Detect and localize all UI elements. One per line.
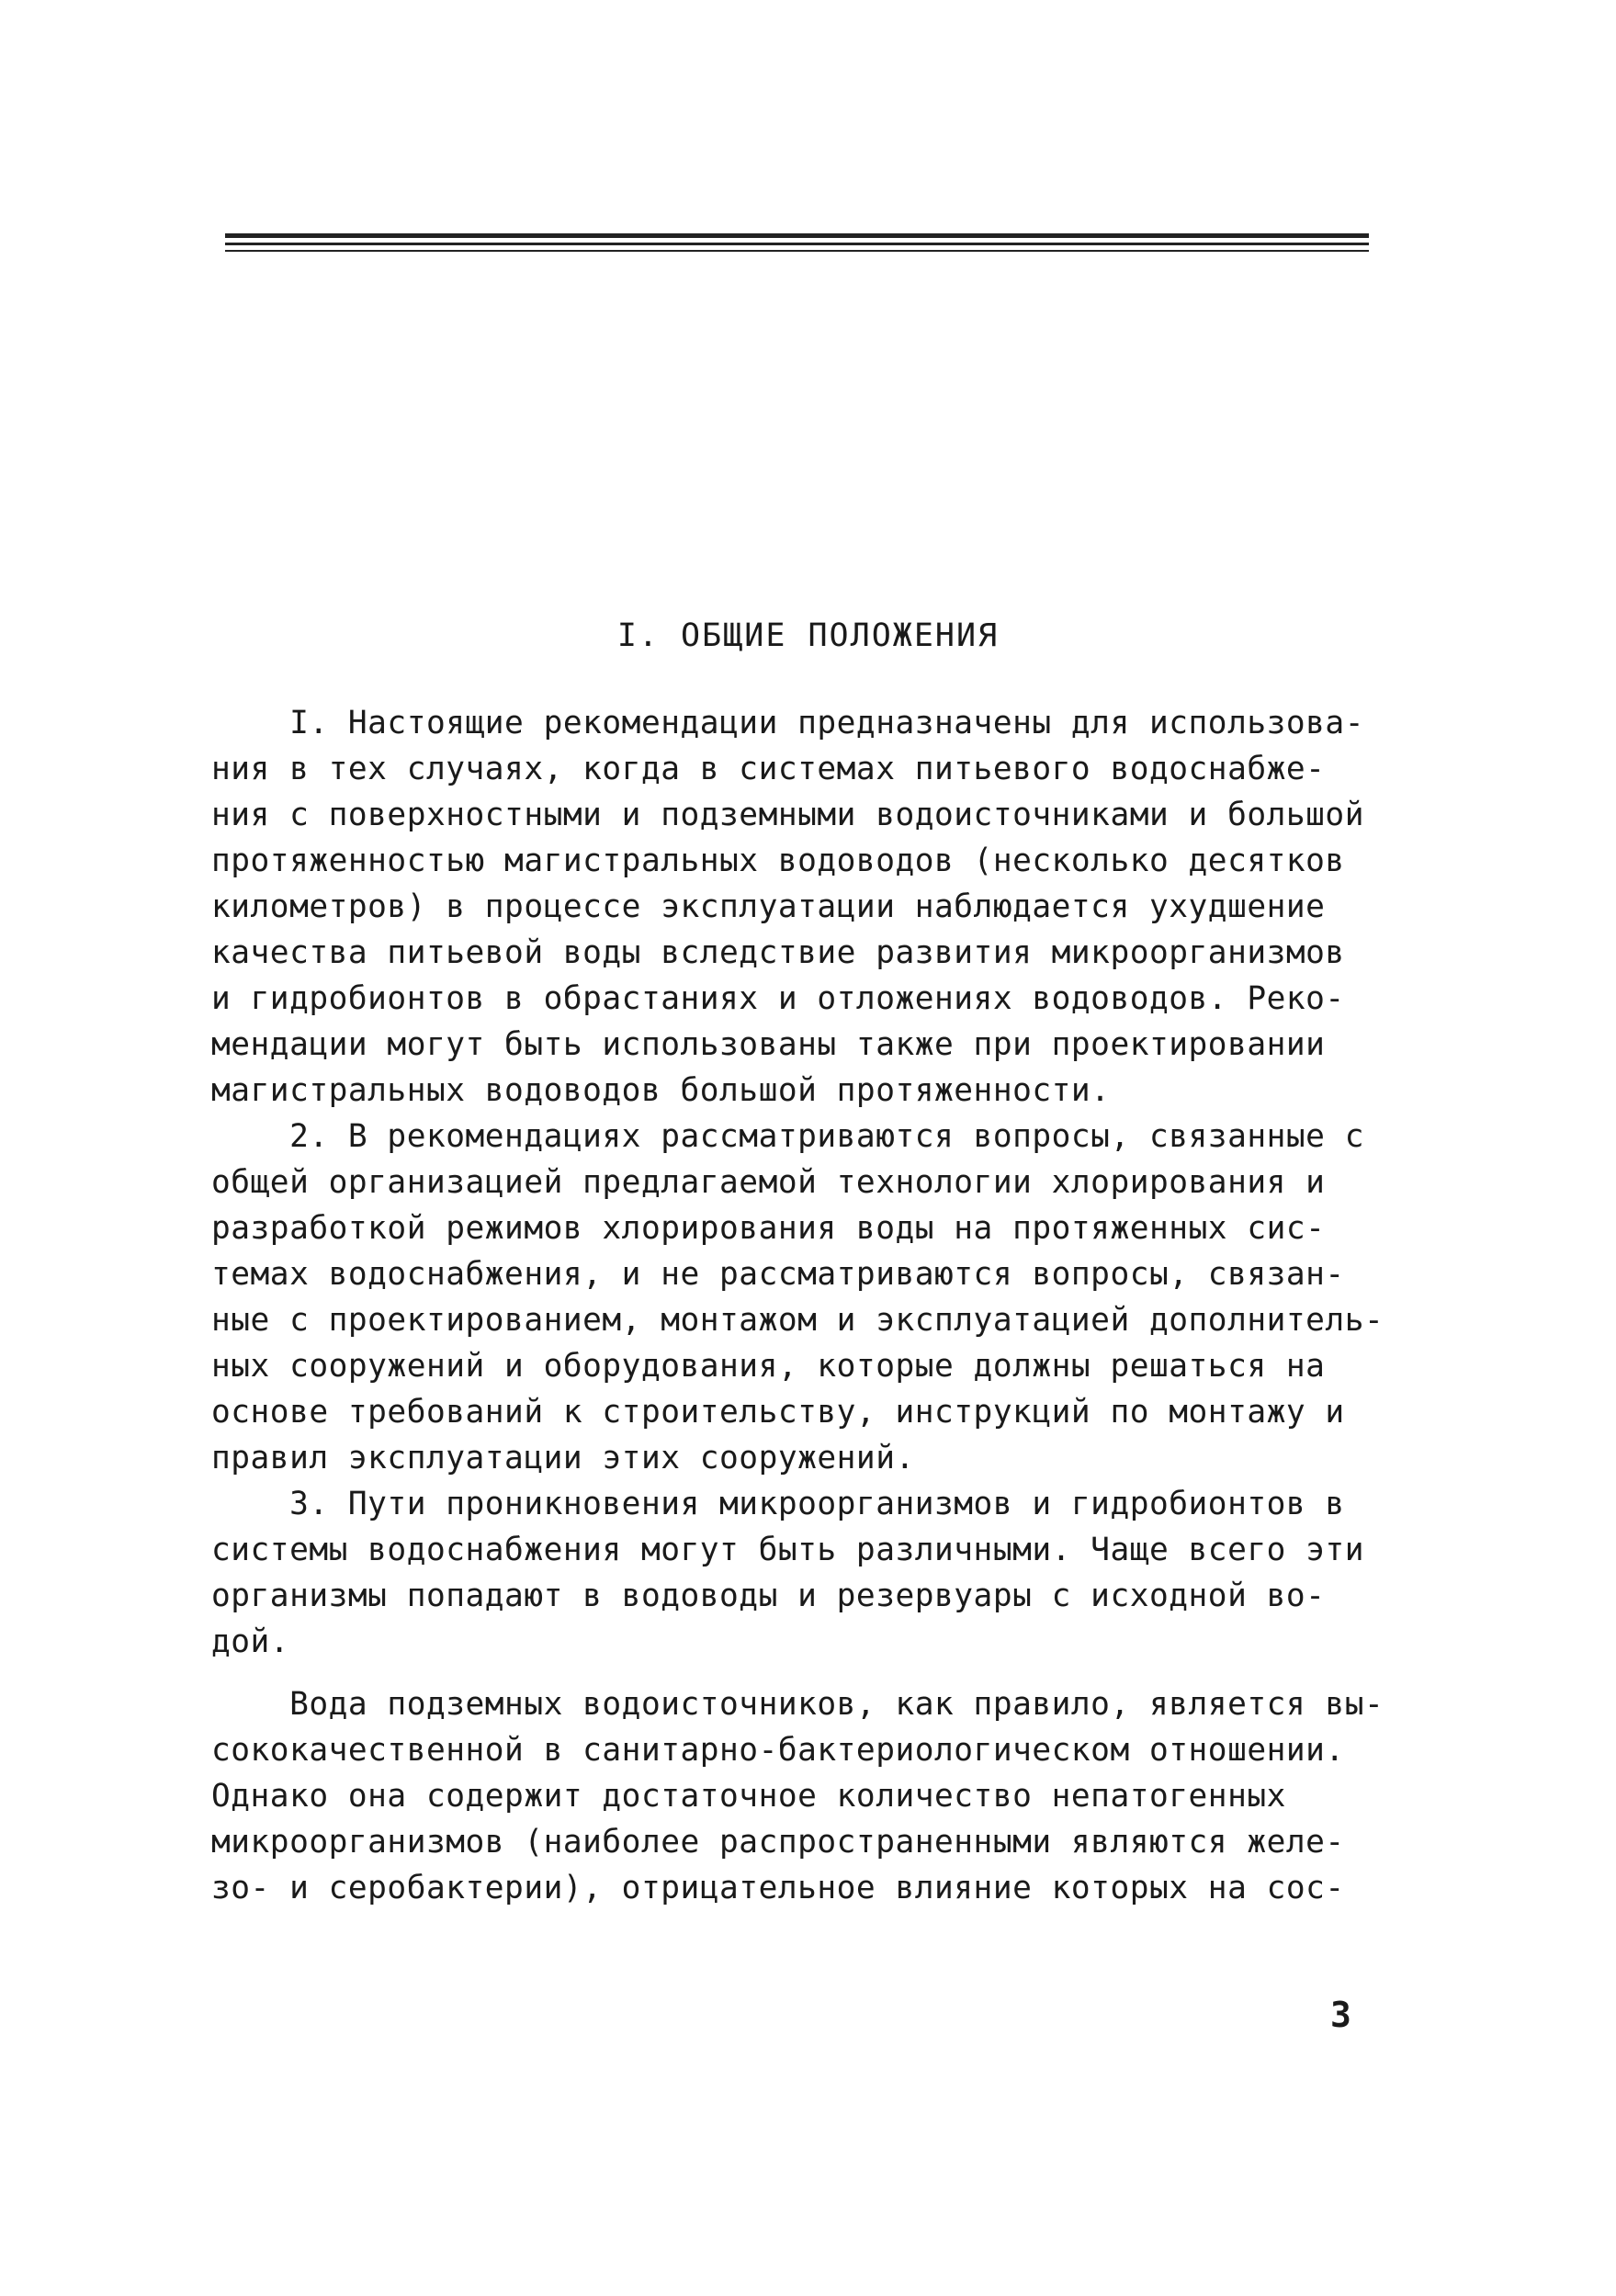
header-rule-medium [225,243,1369,245]
text-line: общей организацией предлагаемой технологии хлорирования и [211,1164,1326,1201]
text-line: дой. [211,1623,290,1660]
text-line: Однако она содержит достаточное количество непатогенных [211,1778,1286,1815]
text-line: ния в тех случаях, когда в системах питьевого водоснабже- [211,751,1326,787]
header-rule-thick [225,233,1369,238]
text-line: разработкой режимов хлорирования воды на протяженных сис- [211,1210,1326,1247]
header-rule-thin [225,250,1369,252]
text-line: магистральных водоводов большой протяженности. [211,1072,1111,1109]
text-line: ные с проектированием, монтажом и эксплуатацией дополнитель- [211,1302,1384,1339]
text-line: Вода подземных водоисточников, как правило, является вы- [211,1686,1384,1723]
text-line: 3. Пути проникновения микроорганизмов и гидробионтов в [211,1486,1345,1522]
text-line: организмы попадают в водоводы и резервуары с исходной во- [211,1578,1326,1614]
paragraph-1 [211,700,1406,1114]
text-line: микроорганизмов (наиболее распространенными являются желе- [211,1824,1345,1861]
text-line: качества питьевой воды вследствие развития микроорганизмов [211,934,1345,971]
text-line: ния с поверхностными и подземными водоисточниками и большой [211,797,1364,833]
page-number: 3 [1330,1995,1351,2035]
paragraph-2 [211,1114,1406,1481]
paragraph-gap [211,1665,1406,1681]
paragraph-4 [211,1681,1406,1911]
text-line: темах водоснабжения, и не рассматриваются вопросы, связан- [211,1256,1345,1293]
text-line: правил эксплуатации этих сооружений. [211,1440,915,1476]
text-line: системы водоснабжения могут быть различными. Чаще всего эти [211,1532,1364,1568]
text-line: и гидробионтов в обрастаниях и отложениях водоводов. Реко- [211,980,1345,1017]
text-line: километров) в процессе эксплуатации наблюдается ухудшение [211,888,1326,925]
text-line: мендации могут быть использованы также при проектировании [211,1026,1326,1063]
text-line: сококачественной в санитарно-бактериологическом отношении. [211,1732,1345,1769]
body-text [211,700,1406,1911]
text-line: основе требований к строительству, инструкций по монтажу и [211,1394,1345,1431]
text-line: протяженностью магистральных водоводов (несколько десятков [211,843,1345,879]
text-line: 2. В рекомендациях рассматриваются вопросы, связанные с [211,1118,1364,1155]
section-heading: I. ОБЩИЕ ПОЛОЖЕНИЯ [616,617,1000,654]
text-line: I. Настоящие рекомендации предназначены для использова- [211,705,1364,741]
paragraph-3 [211,1481,1406,1665]
text-line: зо- и серобактерии), отрицательное влияние которых на сос- [211,1870,1345,1906]
text-line: ных сооружений и оборудования, которые должны решаться на [211,1348,1326,1385]
